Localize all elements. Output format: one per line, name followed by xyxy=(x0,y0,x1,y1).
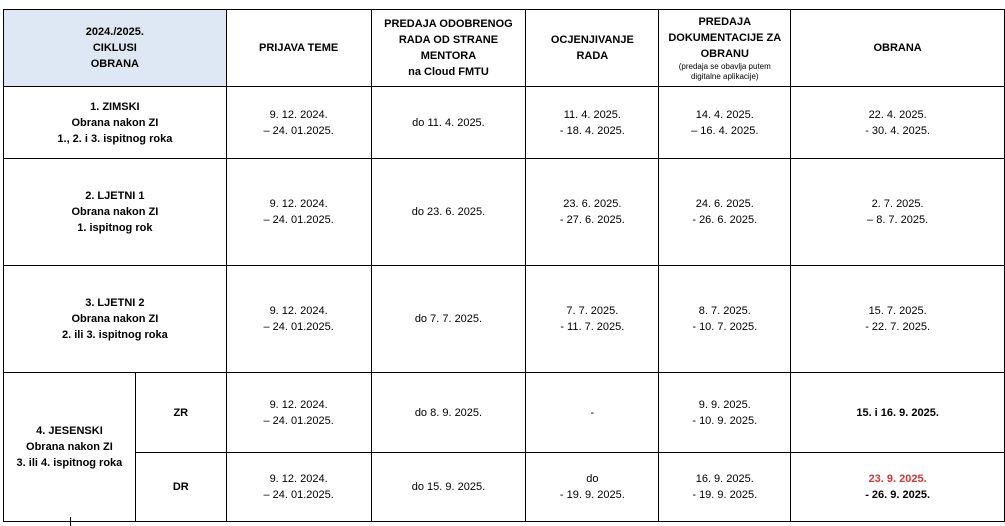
cell-prijava: 9. 12. 2024. – 24. 01.2025. xyxy=(226,87,371,159)
cell-dokumentacija: 14. 4. 2025. – 16. 4. 2025. xyxy=(659,87,791,159)
header-predaja-rada: PREDAJA ODOBRENOG RADA OD STRANE MENTORA na Cloud FMTU xyxy=(371,10,526,87)
table-row xyxy=(4,159,1005,266)
cell-prijava: 9. 12. 2024. – 24. 01.2025. xyxy=(226,453,371,522)
cell-ocjenjivanje: 7. 7. 2025. - 11. 7. 2025. xyxy=(526,266,659,373)
header-cycles: 2024./2025. CIKLUSI OBRANA xyxy=(4,10,227,87)
cell-prijava: 9. 12. 2024. – 24. 01.2025. xyxy=(226,373,371,453)
table-row xyxy=(4,453,1005,522)
header-obrana: OBRANA xyxy=(791,10,1005,87)
cell-dokumentacija: 16. 9. 2025. - 19. 9. 2025. xyxy=(659,453,791,522)
cycle-name-ljetni-2: 3. LJETNI 2 Obrana nakon ZI 2. ili 3. ispitnog roka xyxy=(4,266,227,373)
obrana-date-highlight: 23. 9. 2025. xyxy=(868,473,927,485)
schedule-table xyxy=(3,9,1005,522)
cell-ocjenjivanje: 11. 4. 2025. - 18. 4. 2025. xyxy=(526,87,659,159)
cycle-name-jesenski: 4. JESENSKI Obrana nakon ZI 3. ili 4. ispitnog roka xyxy=(4,373,136,522)
cell-obrana: 15. i 16. 9. 2025. xyxy=(791,373,1005,453)
cell-predaja: do 8. 9. 2025. xyxy=(371,373,526,453)
header-row xyxy=(4,10,1005,87)
cell-predaja: do 11. 4. 2025. xyxy=(371,87,526,159)
cell-dokumentacija: 9. 9. 2025. - 10. 9. 2025. xyxy=(659,373,791,453)
table-row xyxy=(4,373,1005,453)
table-row xyxy=(4,87,1005,159)
cell-ocjenjivanje: - xyxy=(526,373,659,453)
sub-label-dr: DR xyxy=(135,453,226,522)
header-dokumentacija: PREDAJA DOKUMENTACIJE ZA OBRANU (predaja se obavlja putem digitalne aplikacije) xyxy=(659,10,791,87)
cell-ocjenjivanje: 23. 6. 2025. - 27. 6. 2025. xyxy=(526,159,659,266)
table-continuation-line xyxy=(70,517,71,526)
cell-predaja: do 15. 9. 2025. xyxy=(371,453,526,522)
cell-predaja: do 23. 6. 2025. xyxy=(371,159,526,266)
table-row xyxy=(4,266,1005,373)
cell-dokumentacija: 8. 7. 2025. - 10. 7. 2025. xyxy=(659,266,791,373)
cycle-name-zimski: 1. ZIMSKI Obrana nakon ZI 1., 2. i 3. ispitnog roka xyxy=(4,87,227,159)
cell-obrana: 23. 9. 2025. - 26. 9. 2025. xyxy=(791,453,1005,522)
cell-ocjenjivanje: do - 19. 9. 2025. xyxy=(526,453,659,522)
cell-obrana: 2. 7. 2025. – 8. 7. 2025. xyxy=(791,159,1005,266)
cell-prijava: 9. 12. 2024. – 24. 01.2025. xyxy=(226,266,371,373)
cell-prijava: 9. 12. 2024. – 24. 01.2025. xyxy=(226,159,371,266)
cycle-name-ljetni-1: 2. LJETNI 1 Obrana nakon ZI 1. ispitnog rok xyxy=(4,159,227,266)
header-prijava-teme: PRIJAVA TEME xyxy=(226,10,371,87)
cell-dokumentacija: 24. 6. 2025. - 26. 6. 2025. xyxy=(659,159,791,266)
header-ocjenjivanje: OCJENJIVANJE RADA xyxy=(526,10,659,87)
cell-obrana: 22. 4. 2025. - 30. 4. 2025. xyxy=(791,87,1005,159)
cell-predaja: do 7. 7. 2025. xyxy=(371,266,526,373)
sub-label-zr: ZR xyxy=(135,373,226,453)
cell-obrana: 15. 7. 2025. - 22. 7. 2025. xyxy=(791,266,1005,373)
